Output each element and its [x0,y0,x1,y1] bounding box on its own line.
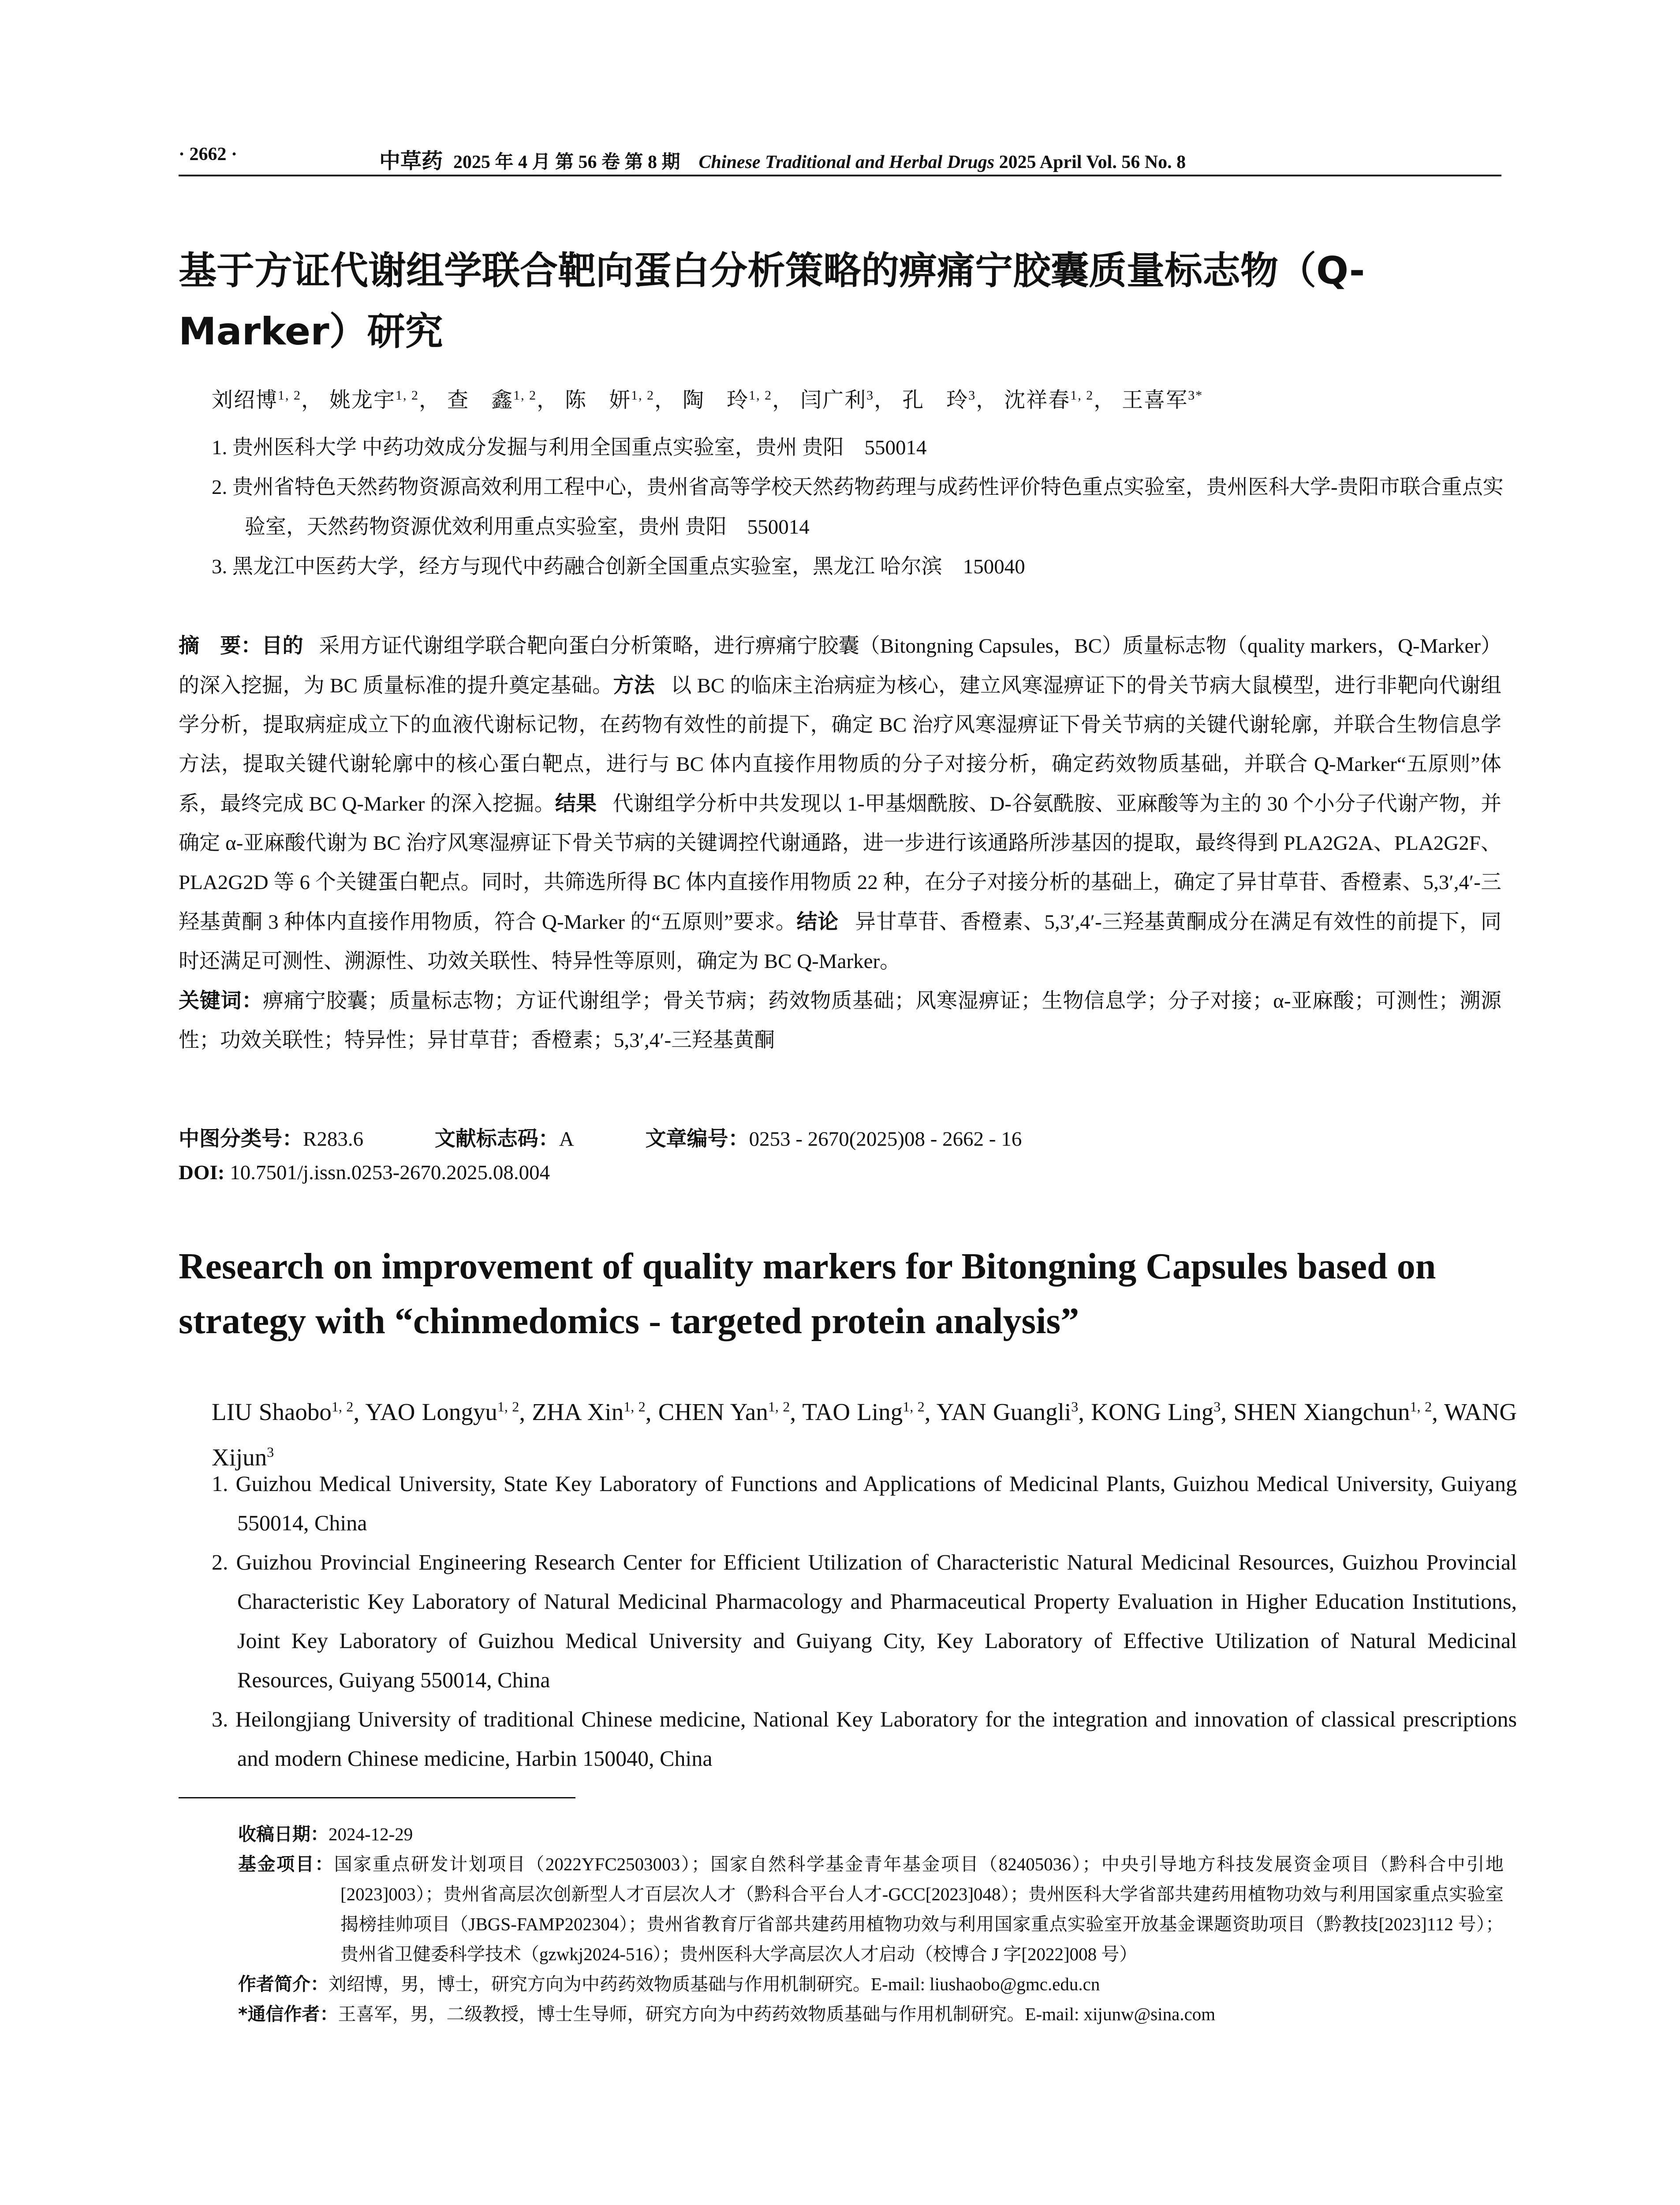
author-cn: 刘绍博$^{1, 2}$ [212,388,302,412]
affiliations-en [212,1464,1517,1778]
clc-code: R283.6 [303,1128,364,1151]
objective-text: 采用方证代谢组学联合靶向蛋白分析策略，进行痹痛宁胶囊（Bitongning Capsules，BC）质量标志物（quality markers，Q-Marker）的深入挖掘，为 BC 质量标准的提升奠定基础。 [179,635,1502,697]
title-en: Research on improvement of quality markers for Bitongning Capsules based on strategy with “chinmedomics - targeted protein analysis” [179,1246,1436,1342]
keywords-text: 痹痛宁胶囊；质量标志物；方证代谢组学；骨关节病；药效物质基础；风寒湿痹证；生物信息学；分子对接；α-亚麻酸；可测性；溯源性；功效关联性；特异性；异甘草苷；香橙素；5,3′,4′-三羟基黄酮 [179,990,1501,1052]
footnote-fund: 基金项目：国家重点研发计划项目（2022YFC2503003）；国家自然科学基金青年基金项目（82405036）；中央引导地方科技发展资金项目（黔科合中引地[2023]003）；贵州省高层次创新型人才百层次人才（黔科合平台人才-GCC[2023]048）；贵州医科大学省部共建药用植物功效与利用国家重点实验室揭榜挂帅项目（JBGS-FAMP202304）；贵州省教育厅省部共建药用植物功效与利用国家重点实验室开放基金课题资助项目（黔教技[2023]112 号）；贵州省卫健委科学技术（gzwkj2024-516）；贵州医科大学高层次人才启动（校博合 J 字[2022]008 号） [238,1854,1504,1964]
journal-name-en: Chinese Traditional and Herbal Drugs [698,152,995,172]
author-cn: 闫广利$^3$ [800,388,874,412]
author-cn: 陶 玲$^{1, 2}$ [683,388,773,412]
affiliation-cn: 3. 黑龙江中医药大学，经方与现代中药融合创新全国重点实验室，黑龙江 哈尔滨 150040 [212,555,1025,578]
author-cn: 姚龙宇$^{1, 2}$ [329,388,419,412]
doi-label: DOI: [179,1161,225,1184]
title-cn: 基于方证代谢组学联合靶向蛋白分析策略的痹痛宁胶囊质量标志物（Q-Marker）研究 [179,249,1365,354]
author-en: KONG Ling$^3$ [1091,1398,1221,1426]
author-en: LIU Shaobo$^{1, 2}$ [212,1398,354,1426]
running-header [179,140,1501,176]
affiliation-cn: 1. 贵州医科大学 中药功效成分发掘与利用全国重点实验室，贵州 贵阳 550014 [212,436,927,459]
classification-line: 中图分类号：R283.6 文献标志码：A 文章编号：0253 - 2670(2025)08 - 2662 - 16 [179,1127,1022,1151]
footnotes [238,1819,1504,2029]
author-en: YAO Longyu$^{1, 2}$ [365,1398,519,1426]
affiliation-en: 2. Guizhou Provincial Engineering Research Center for Efficient Utilization of Characteristic Natural Medicinal Resources, Guizhou Provincial Characteristic Key Laboratory of Natural Medicinal Pharmacology and Pharmaceutical Property Evaluation in Higher Education Institutions, Joint Key Laboratory of Guizhou Medical University and Guiyang City, Key Laboratory of Effective Utilization of Natural Medicinal Resources, Guiyang 550014, China [212,1550,1517,1692]
conclusion-label: 结论 [796,910,839,934]
issue-cn: 2025 年 4 月 第 56 卷 第 8 期 [453,152,680,172]
author-cn: 孔 玲$^3$ [902,388,976,412]
author-en: CHEN Yan$^{1, 2}$ [658,1398,790,1426]
author-cn: 王喜军$^{3*}$ [1122,388,1203,412]
keywords-label: 关键词： [179,989,263,1013]
doi-line [179,1161,1501,1185]
document-code: A [559,1128,574,1151]
journal-name-cn: 中草药 [379,149,443,173]
authors-cn: 刘绍博$^{1, 2}$， 姚龙宇$^{1, 2}$， 查 鑫$^{1, 2}$， 陈 妍$^{1, 2}$， 陶 玲$^{1, 2}$， 闫广利$^3$， 孔 玲$^3$， 沈祥春$^{1, 2}$， 王喜军$^{3*}$ [212,388,1203,412]
affiliations-cn [212,428,1517,587]
affiliation-en: 1. Guizhou Medical University, State Key Laboratory of Functions and Applications of Medicinal Plants, Guizhou Medical University, Guiyang 550014, China [212,1471,1517,1535]
keywords-cn [179,981,1501,1060]
methods-label: 方法 [613,673,655,698]
author-en: YAN Guangli$^3$ [936,1398,1079,1426]
article-number: 0253 - 2670(2025)08 - 2662 - 16 [749,1128,1022,1151]
author-cn: 陈 妍$^{1, 2}$ [565,388,655,412]
footnote-received: 收稿日期：2024-12-29 [238,1824,413,1845]
author-en: SHEN Xiangchun$^{1, 2}$ [1233,1398,1432,1426]
footnote-corresponding: *通信作者：王喜军，男，二级教授，博士生导师，研究方向为中药药效物质基础与作用机制研究。E-mail: xijunw@sina.com [238,2003,1216,2025]
objective-label: 目的 [261,634,303,658]
issue-en: 2025 April Vol. 56 No. 8 [999,152,1186,172]
doi-value[interactable]: 10.7501/j.issn.0253-2670.2025.08.004 [230,1161,550,1184]
abstract-label: 摘 要： [179,634,262,658]
abstract-cn [179,626,1501,1060]
journal-issue-line [379,144,1186,174]
affiliation-en: 3. Heilongjiang University of traditional Chinese medicine, National Key Laboratory for the integration and innovation of classical prescriptions and modern Chinese medicine, Harbin 150040, China [212,1707,1517,1771]
affiliation-cn: 2. 贵州省特色天然药物资源高效利用工程中心，贵州省高等学校天然药物药理与成药性评价特色重点实验室，贵州医科大学-贵阳市联合重点实验室，天然药物资源优效利用重点实验室，贵州 贵阳 550014 [212,476,1504,538]
footnote-author-bio: 作者简介：刘绍博，男，博士，研究方向为中药药效物质基础与作用机制研究。E-mail: liushaobo@gmc.edu.cn [238,1973,1100,1995]
authors-en: LIU Shaobo$^{1, 2}$, YAO Longyu$^{1, 2}$, ZHA Xin$^{1, 2}$, CHEN Yan$^{1, 2}$, TAO Ling$^{1, 2}$, YAN Guangli$^3$, KONG Ling$^3$, SHEN Xiangchun$^{1, 2}$, WANG Xijun$^3$ [212,1398,1517,1471]
author-cn: 沈祥春$^{1, 2}$ [1004,388,1094,412]
results-label: 结果 [555,792,597,816]
results-text: 代谢组学分析中共发现以 1-甲基烟酰胺、D-谷氨酰胺、亚麻酸等为主的 30 个小分子代谢产物，并确定 α-亚麻酸代谢为 BC 治疗风寒湿痹证下骨关节病的关键调控代谢通路，进一步进行该通路所涉基因的提取，最终得到 PLA2G2A、PLA2G2F、PLA2G2D 等 6 个关键蛋白靶点。同时，共筛选所得 BC 体内直接作用物质 22 种，在分子对接分析的基础上，确定了异甘草苷、香橙素、5,3′,4′-三羟基黄酮 3 种体内直接作用物质，符合 Q-Marker 的“五原则”要求。 [179,792,1502,934]
author-en: ZHA Xin$^{1, 2}$ [532,1398,646,1426]
footnote-rule [179,1797,575,1798]
header-rule [179,175,1501,176]
page-number: · 2662 · [179,144,238,164]
methods-text: 以 BC 的临床主治病症为核心，建立风寒湿痹证下的骨关节病大鼠模型，进行非靶向代谢组学分析，提取病症成立下的血液代谢标记物，在药物有效性的前提下，确定 BC 治疗风寒湿痹证下骨关节病的关键代谢轮廓，并联合生物信息学方法，提取关键代谢轮廓中的核心蛋白靶点，进行与 BC 体内直接作用物质的分子对接分析，确定药效物质基础，并联合 Q-Marker“五原则”体系，最终完成 BC Q-Marker 的深入挖掘。 [179,674,1502,815]
author-en: WANG Xijun$^3$ [212,1398,1517,1471]
conclusion-text: 异甘草苷、香橙素、5,3′,4′-三羟基黄酮成分在满足有效性的前提下，同时还满足可测性、溯源性、功效关联性、特异性等原则，确定为 BC Q-Marker。 [179,911,1502,973]
author-en: TAO Ling$^{1, 2}$ [802,1398,925,1426]
author-cn: 查 鑫$^{1, 2}$ [447,388,537,412]
